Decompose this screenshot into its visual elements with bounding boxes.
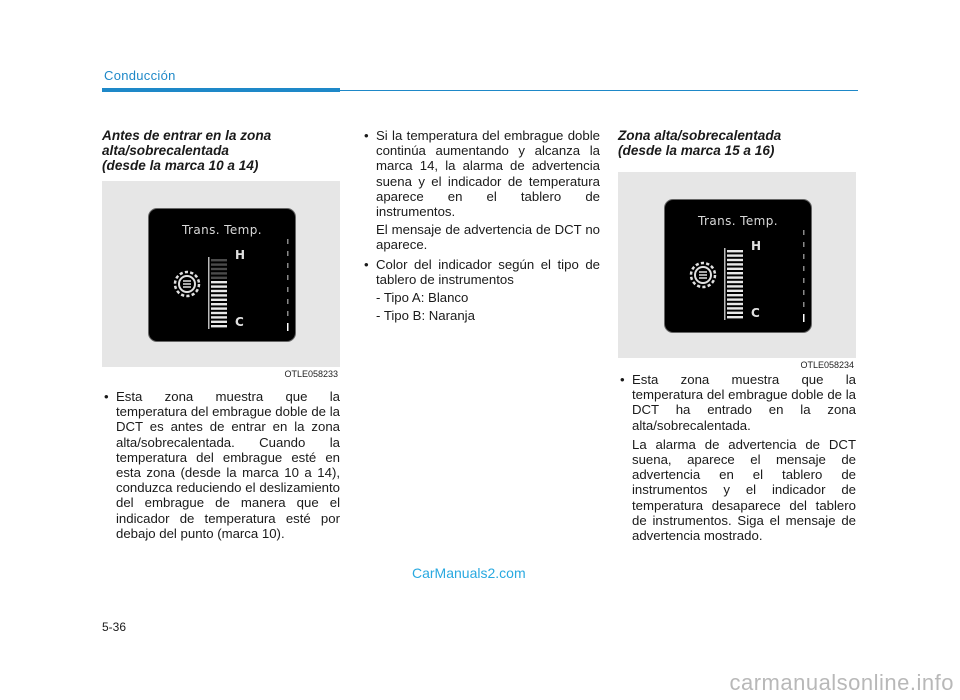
gauge-edge-mark [803,314,805,322]
watermark-link[interactable]: CarManuals2.com [412,565,526,581]
gauge-tick [727,294,743,296]
section-heading-right: Zona alta/sobrecalentada (desde la marca 15 a 16) [618,128,782,158]
gauge-tick [211,263,227,265]
gauge-edge-mark [287,275,289,280]
gauge-tick [727,281,743,283]
gauge-tick [727,290,743,292]
gauge-tick [727,298,743,300]
gauge-tick [211,325,227,327]
gauge-tick [211,268,227,270]
display-title: Trans. Temp. [182,223,262,237]
gauge-c-label: C [235,315,244,329]
page-number: 5-36 [102,620,127,634]
bullet-middle-1: • Si la temperatura del embrague doble continúa aumentando y alcanza la marca 14, la alarma de advertencia suena y el indicador de temperatura aparece en el tablero de instrumentos. [362,128,600,219]
gauge-tick [727,259,743,261]
gauge-c-label: C [751,306,760,320]
column-middle [362,128,600,325]
header-bar-thick [102,88,340,92]
gauge-h-label: H [235,248,246,262]
figure-left [102,181,340,379]
transmission-gear-icon [691,263,715,287]
gauge-tick [211,299,227,301]
gauge-tick [211,294,227,296]
gauge-svg-left [149,209,295,341]
type-b: - Tipo B: Naranja [376,308,475,324]
gauge-edge-mark [287,299,289,304]
bullet-middle-2: • Color del indicador según el tipo de tablero de instrumentos [362,257,600,287]
bullet-middle-1-sub: El mensaje de advertencia de DCT no aparece. [376,222,600,253]
gauge-tick [727,272,743,274]
gauge-tick [211,316,227,318]
gauge-tick [727,250,743,252]
type-a: - Tipo A: Blanco [376,290,469,306]
transmission-gear-icon [175,272,199,296]
gauge-h-label: H [751,239,762,253]
column-left [102,128,340,543]
bullet-right-sub: La alarma de advertencia de DCT suena, aparece el mensaje de advertencia en el tablero de instrumentos y el indicador de temperatura desaparece del tablero de instrumentos. Siga el mensaje de advertencia mostrado. [632,436,856,544]
bullet-right: • Esta zona muestra que la temperatura del embrague doble de la DCT ha entrado en la zona alta/sobrecalentada. [618,372,856,433]
gauge-ticks-right [724,230,805,322]
header-bar-thin [340,90,858,91]
gauge-edge-mark [287,263,289,268]
gauge-edge-mark [803,230,805,235]
section-heading-left: Antes de entrar en la zona alta/sobrecalentada (desde la marca 10 a 14) [102,128,272,173]
gauge-tick [211,281,227,283]
gauge-tick [211,312,227,314]
watermark-bottom: carmanualsonline.info [729,670,954,695]
gauge-edge-mark [287,251,289,256]
header-title: Conducción [104,68,176,83]
gauge-tick [727,263,743,265]
gauge-tick [211,285,227,287]
gauge-tick [727,312,743,314]
gauge-tick [727,268,743,270]
gauge-edge-mark [803,266,805,271]
gauge-tick [727,254,743,256]
figure-code: OTLE058233 [284,368,338,379]
figure-code: OTLE058234 [800,359,854,370]
gauge-tick [211,272,227,274]
gauge-edge-mark [803,302,805,307]
bullet-left: • Esta zona muestra que la temperatura del embrague doble de la DCT es antes de entrar en la zona alta/sobrecalentada. Cuando la temperatura del embrague esté en esta zona (desde la marca 10 a 14), conduzca reduciendo el deslizamiento del embrague de manera que el indicador de temperatura esté por debajo del punto (marca 10). [102,389,340,541]
gauge-tick [727,276,743,278]
gauge-edge-mark [803,254,805,259]
gauge-tick [211,303,227,305]
gauge-tick [211,290,227,292]
temp-display-left [148,208,296,342]
gauge-edge-mark [803,242,805,247]
gauge-ticks-left [208,239,289,331]
gauge-tick [211,307,227,309]
gauge-edge-mark [287,311,289,316]
gauge-tick [727,285,743,287]
gauge-edge-mark [803,290,805,295]
gauge-side-line [724,248,726,320]
gauge-tick [211,277,227,279]
gauge-tick [211,259,227,261]
gauge-edge-mark [803,278,805,283]
gauge-svg-right [665,200,811,332]
gauge-edge-mark [287,323,289,331]
temp-display-right [664,199,812,333]
display-title: Trans. Temp. [698,214,778,228]
gauge-tick [211,321,227,323]
figure-right [618,172,856,370]
column-right [618,128,856,545]
gauge-tick [727,307,743,309]
gauge-tick [727,316,743,318]
gauge-edge-mark [287,287,289,292]
gauge-tick [727,303,743,305]
gauge-side-line [208,257,210,329]
gauge-edge-mark [287,239,289,244]
